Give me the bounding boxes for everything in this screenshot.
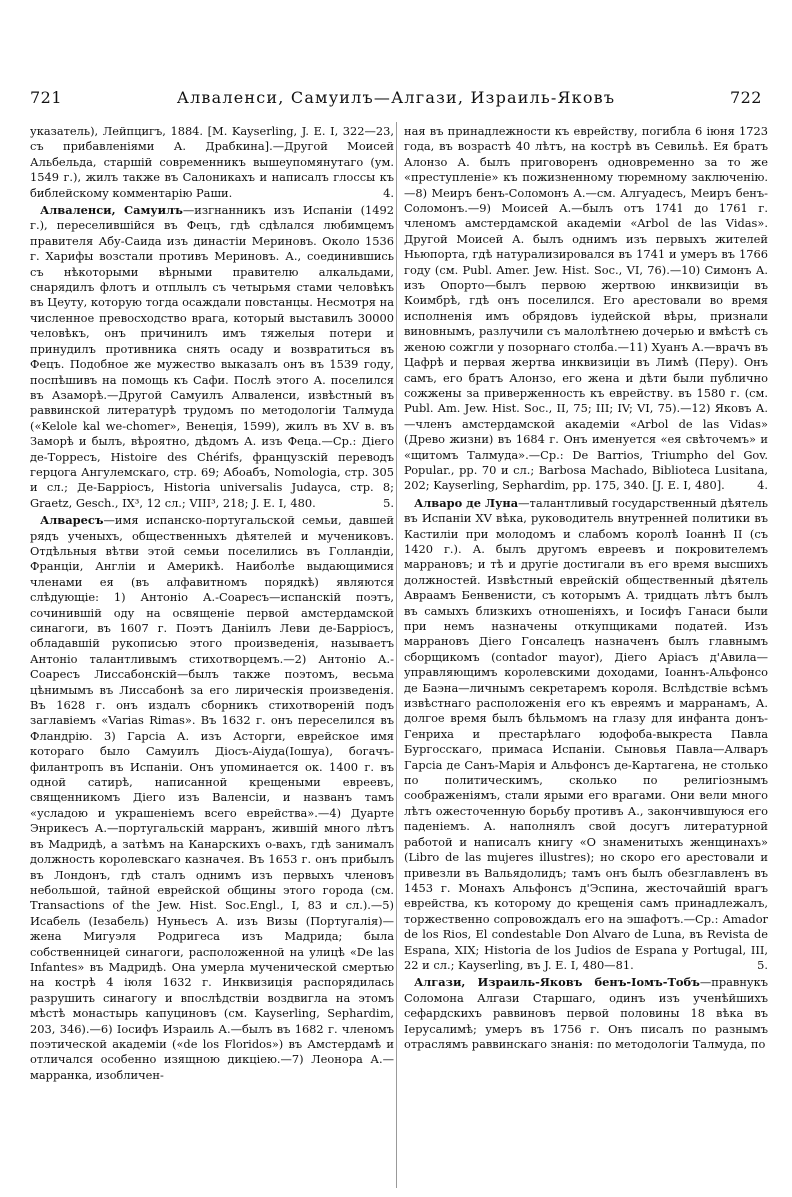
author-signature: 5. (383, 495, 394, 510)
running-head (30, 88, 762, 114)
author-signature: 4. (757, 478, 768, 493)
left-column (30, 124, 394, 1189)
article-body-algazi: —правнукъ Соломона Алгази Старшаго, одинъ изъ ученѣйшихъ сефардскихъ раввиновъ первой половины 18 вѣка въ Іерусалимѣ; умеръ въ 1756 г. Онъ писалъ по разнымъ отраслямъ раввинскаго знанія: по методологіи Талмуда, по (404, 975, 768, 1051)
headword-alvalensi: Алваленси, Самуилъ (40, 203, 183, 218)
article-alvalensi (30, 203, 394, 511)
article-body-alvaro-de-luna: —талантливый государственный дѣятель въ Испаніи XV вѣка, руководитель внутренней политики въ Кастиліи при молодомъ и слабомъ королѣ Іоаннѣ II (съ 1420 г.). А. былъ другомъ евреевъ и покровителемъ маррановъ; и тѣ и другіе достигали въ его время высшихъ должностей. Извѣстный еврейскій общественный дѣятель Авраамъ Бенвенисти, съ которымъ А. тридцать лѣтъ былъ въ самыхъ близкихъ отношеніяхъ, и Іосифъ Ганаси были при немъ назначены откупщиками податей. Изъ маррановъ Діего Гонсалецъ назначенъ былъ главнымъ сборщикомъ (contador mayor), Діего Аріасъ д'Авила—управляющимъ королевскими доходами, Іоаннъ-Альфонсо де Баэна—личнымъ секретаремъ короля. Вслѣдствіе всѣмъ извѣстнаго расположенія его къ евреямъ и марранамъ, А. долгое время былъ бѣльмомъ на глазу для инфанта донъ-Генриха и престарѣлаго юдофоба-выкреста Павла Бургосскаго, примаса Испаніи. Сыновья Павла—Алваръ Гарсіа де Санъ-Марія и Альфонсъ де-Картагена, не столько по политическимъ, сколько по религіознымъ соображеніямъ, стали ярыми его врагами. Они вели много лѣтъ ожесточенную борьбу противъ А., закончившуюся его паденіемъ. А. наполнялъ свой досугъ литературной работой и написалъ книгу «О знаменитыхъ женщинахъ» (Libro de las mujeres illustres); но скоро его арестовали и привезли въ Вальядолидъ; тамъ онъ былъ обезглавленъ въ 1453 г. Монахъ Альфонсъ д'Эспина, жесточайшій врагъ еврейства, къ которому до крещенія самъ принадлежалъ, торжественно сопровождалъ его на эшафотъ.—Ср.: Amador de los Rios, El condestable Don Alvaro de Luna, въ Revista de Espana, XIX; Historia de los Judios de Espana y Portugal, III, 22 и сл.; Kayserling, въ J. E. I, 480—81. (404, 495, 768, 972)
article-alvaro-de-luna (404, 496, 768, 974)
headword-alvaro-de-luna: Алваро де Луна (414, 495, 519, 510)
running-title: Алваленси, Самуилъ—Алгази, Израиль-Яковъ (176, 88, 616, 107)
article-continuation-text: ная въ принадлежности къ еврейству, погибла 6 іюня 1723 года, въ возрастѣ 40 лѣтъ, на кострѣ въ Севильѣ. Ея братъ Алонзо А. былъ приговоренъ одновременно за то же «преступленіе» къ пожизненному тюремному заключенію.—8) Меиръ бенъ-Соломонъ А.—см. Алгуадесъ, Меиръ бенъ-Соломонъ.—9) Моисей А.—былъ отъ 1741 до 1761 г. членомъ амстердамской академіи «Arbol de las Vidas». Другой Моисей А. былъ однимъ изъ первыхъ жителей Ньюпорта, гдѣ натурализировался въ 1741 и умеръ въ 1766 году (см. Publ. Amer. Jew. Hist. Soc., VI, 76).—10) Симонъ А. изъ Опорто—былъ первою жертвою инквизиціи въ Коимбрѣ, гдѣ онъ поселился. Его арестовали во время исполненія имъ обрядовъ іудейской вѣры, признали виновнымъ, разлучили съ малолѣтнею дочерью и вмѣстѣ съ женою сожгли у позорнаго столба.—11) Хуанъ А.—врачъ въ Цафрѣ и первая жертва инквизиціи въ Лимѣ (Перу). Онъ самъ, его братъ Алонзо, его жена и дѣти были публично сожжены за приверженность къ еврейству. въ 1580 г. (см. Publ. Am. Jew. Hist. Soc., II, 75; III; IV; VI, 75).—12) Яковъ А.—членъ амстердамской академіи «Arbol de las Vidas» (Древо жизни) въ 1684 г. Онъ именуется «ея свѣточемъ» и «щитомъ Талмуда».—Ср.: De Barrios, Triumpho del Gov. Popular., pp. 70 и сл.; Barbosa Machado, Biblioteca Lusitana, 202; Kayserling, Sephardim, pp. 175, 340. [J. E. I, 480]. (404, 124, 768, 493)
author-signature: 4. (383, 185, 394, 200)
right-column (404, 124, 768, 1189)
article-continuation-text: указатель), Лейпцигъ, 1884. [M. Kayserling, J. E. I, 322—23, съ прибавленіями А. Драбкина].—Другой Моисей Альбельда, старшій современникъ вышеупомянутаго (ум. 1549 г.), жилъ также въ Салоникахъ и написалъ глоссы къ библейскому комментарію Раши. (30, 124, 394, 200)
column-divider (396, 122, 397, 1188)
article-alvares (30, 513, 394, 1083)
author-signature: 5. (757, 957, 768, 972)
page-number-right: 722 (729, 88, 762, 107)
page-number-left: 721 (30, 88, 63, 107)
article-body-alvares: —имя испанско-португальской семьи, давшей рядъ ученыхъ, общественныхъ дѣятелей и мучениковъ. Отдѣльныя вѣтви этой семьи поселились въ Голландіи, Франціи, Англіи и Америкѣ. Наиболѣе выдающимися членами ея (въ алфавитномъ порядкѣ) являются слѣдующіе: 1) Антоніо А.-Соаресъ—испанскій поэтъ, сочинившій оду на освященіе первой амстердамской синагоги, въ 1607 г. Поэтъ Даніилъ Леви де-Барріосъ, обладавшій рукописью этого произведенія, называетъ Антоніо талантливымъ стихотворцемъ.—2) Антоніо А.-Соаресъ Лиссабонскій—былъ также поэтомъ, весьма цѣнимымъ въ Лиссабонѣ за его лирическія произведенія. Въ 1628 г. онъ издалъ сборникъ стихотвореній подъ заглавіемъ «Varias Rimas». Въ 1632 г. онъ переселился въ Фландрію. 3) Гарсіа А. изъ Асторги, еврейское имя котораго было Самуилъ Діосъ-Аіуда(Іошуа), богачъ-филантропъ въ Испаніи. Онъ упоминается ок. 1400 г. въ одной сатирѣ, написанной крещеными евреевъ, священникомъ Діего изъ Валенсіи, и названъ тамъ «усладою и украшеніемъ всего еврейства».—4) Дуарте Энрикесъ А.—португальскій марранъ, жившій много лѣтъ въ Мадридѣ, а затѣмъ на Канарскихъ о-вахъ, гдѣ занималъ должность королевскаго казначея. Въ 1653 г. онъ прибылъ въ Лондонъ, гдѣ сталъ однимъ изъ первыхъ членовъ небольшой, тайной еврейской общины этого города (см. Transactions of the Jew. Hist. Soc.Engl., I, 83 и сл.).—5) Исабель (Іезабель) Нуньесъ А. изъ Визы (Португалія)—жена Мигуэля Родригеса изъ Мадрида; была собственницей синагоги, расположенной на улицѣ «De las Infantes» въ Мадридѣ. Она умерла мученической смертью на кострѣ 4 іюля 1632 г. Инквизиція распорядилась разрушить синагогу и впослѣдствіи воздвигла на этомъ мѣстѣ монастырь капуциновъ (см. Kayserling, Sephardim, 203, 346).—6) Іосифъ Израиль А.—былъ въ 1682 г. членомъ поэтической академіи («de los Floridos») въ Амстердамѣ и отличался особенно изящною дикціею.—7) Леонора А.—марранка, изобличен- (30, 513, 394, 1082)
article-body-alvalensi: —изгнанникъ изъ Испаніи (1492 г.), переселившійся въ Фецъ, гдѣ сдѣлался любимцемъ правителя Абу-Саида изъ династіи Мериновъ. Около 1536 г. Харифы возстали противъ Мериновъ. А., соединившись съ нѣкоторыми вѣрными правителю алкальдами, снарядилъ флотъ и отплылъ съ четырьмя стами человѣкъ въ Цеуту, которую тогда осаждали повстанцы. Несмотря на численное превосходство врага, который выставилъ 30000 человѣкъ, онъ причинилъ имъ тяжелыя потери и принудилъ противника снять осаду и возвратиться въ Фецъ. Подобное же мужество выказалъ онъ въ 1539 году, поспѣшивъ на помощь къ Сафи. Послѣ этого А. поселился въ Азаморѣ.—Другой Самуилъ Алваленси, извѣстный въ раввинской литературѣ трудомъ по методологіи Талмуда («Kelole kal we-chomer», Венеція, 1599), жилъ въ XV в. въ Заморѣ и былъ, вѣроятно, дѣдомъ А. изъ Феца.—Ср.: Діего де-Торресъ, Histoire des Chérifs, французскій переводъ герцога Ангулемскаго, стр. 69; Абоабъ, Nomologia, стр. 305 и сл.; Де-Барріосъ, Historia universalis Judayca, стр. 8; Graetz, Gesch., IX³, 12 сл.; VIII³, 218; J. E. I, 480. (30, 203, 394, 510)
article-continuation (30, 124, 394, 201)
headword-alvares: Алваресъ (40, 513, 104, 528)
headword-algazi: Алгази, Израиль-Яковъ бенъ-Іомъ-Тобъ (414, 975, 700, 990)
article-alvares-continuation (404, 124, 768, 494)
article-algazi (404, 975, 768, 1052)
